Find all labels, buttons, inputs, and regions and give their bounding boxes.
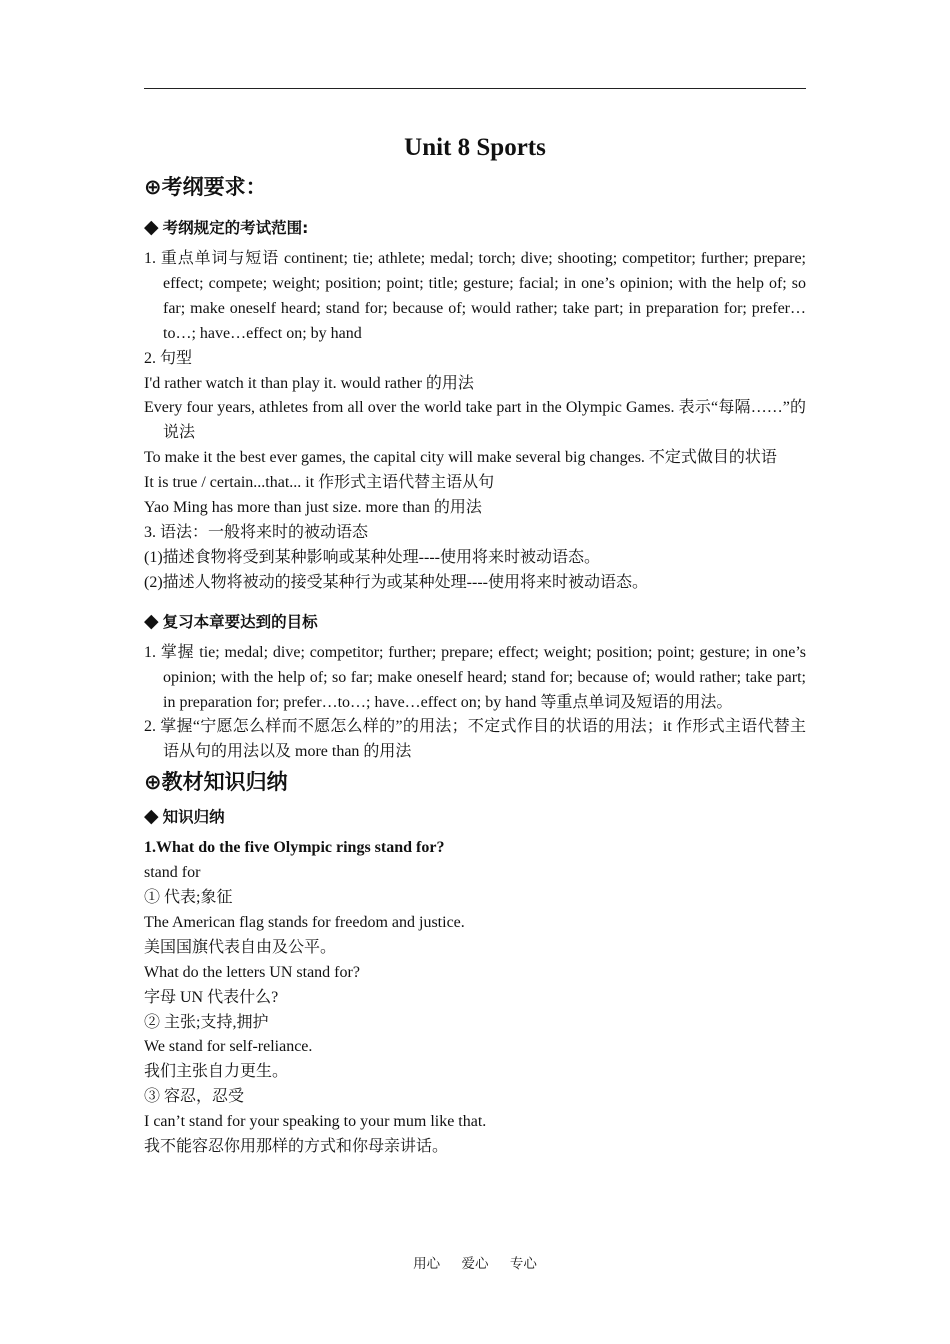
subheading-text: 知识归纳	[162, 808, 225, 827]
subheading-goals	[144, 608, 806, 635]
document-body	[144, 128, 806, 1160]
text-line: 字母 UN 代表什么?	[144, 988, 279, 1006]
subheading-exam-scope	[144, 214, 806, 241]
question-heading: 1.What do the five Olympic rings stand for?	[144, 839, 445, 857]
list-item: 2. 句型	[144, 349, 193, 367]
list-item: 1. 重点单词与短语 continent; tie; athlete; medal; torch; dive; shooting; competitor; further; prepare; effect; compete; weight; position; point; title; gesture; facial; in one’s opinion; with the help of; so far; make oneself heard; stand for; because of; would rather; take part; in preparation for; prefer…to…; have…effect on; by hand	[144, 250, 806, 342]
text-line: stand for	[144, 864, 201, 882]
list-item: (2)描述人物将被动的接受某种行为或某种处理----使用将来时被动语态。	[144, 573, 648, 591]
text-line: I can’t stand for your speaking to your mum like that.	[144, 1113, 487, 1131]
diamond-bullet-icon: ◆	[144, 609, 159, 632]
subheading-text: 考纲规定的考试范围:	[162, 219, 309, 237]
list-item: To make it the best ever games, the capital city will make several big changes. 不定式做目的状语	[144, 449, 777, 467]
list-item: 2. 掌握“宁愿怎么样而不愿怎么样的”的用法；不定式作目的状语的用法；it 作形式主语代替主语从句的用法以及 more than 的用法	[144, 718, 806, 761]
section-heading-knowledge: ⊕教材知识归纳	[144, 770, 288, 795]
list-item: Every four years, athletes from all over the world take part in the Olympic Games. 表示“每隔……”的说法	[144, 399, 806, 442]
text-line: 美国国旗代表自由及公平。	[144, 938, 337, 956]
text-line: What do the letters UN stand for?	[144, 963, 360, 981]
document-title: Unit 8 Sports	[404, 134, 546, 161]
header-rule	[144, 88, 806, 89]
list-item: 3. 语法：一般将来时的被动语态	[144, 523, 369, 541]
text-line: 我不能容忍你用那样的方式和你母亲讲话。	[144, 1138, 449, 1156]
list-item: It is true / certain...that... it 作形式主语代替主语从句	[144, 474, 495, 492]
diamond-bullet-icon: ◆	[144, 216, 159, 238]
list-item: 1. 掌握 tie; medal; dive; competitor; further; prepare; effect; weight; position; point; gesture; in one’s opinion; with the help of; so far; make oneself heard; stand for; because of; would rather; take part; in preparation for; prefer…to…; have…effect on; by hand 等重点单词及短语的用法。	[144, 643, 806, 711]
text-line: ③ 容忍，忍受	[144, 1088, 245, 1106]
text-line: ② 主张;支持,拥护	[144, 1013, 269, 1031]
section-heading-requirements: ⊕考纲要求：	[144, 175, 267, 199]
page-footer: 用心 爱心 专心	[413, 1256, 537, 1271]
list-item: I'd rather watch it than play it. would rather 的用法	[144, 374, 474, 392]
text-line: The American flag stands for freedom and justice.	[144, 913, 465, 931]
text-line: We stand for self-reliance.	[144, 1038, 313, 1056]
diamond-bullet-icon: ◆	[144, 805, 159, 828]
text-line: 我们主张自力更生。	[144, 1063, 289, 1081]
list-item: Yao Ming has more than just size. more than 的用法	[144, 499, 482, 517]
subheading-knowledge-summary	[144, 803, 806, 830]
text-line: ① 代表;象征	[144, 889, 233, 907]
subheading-text: 复习本章要达到的目标	[162, 612, 318, 631]
list-item: (1)描述食物将受到某种影响或某种处理----使用将来时被动语态。	[144, 548, 600, 566]
